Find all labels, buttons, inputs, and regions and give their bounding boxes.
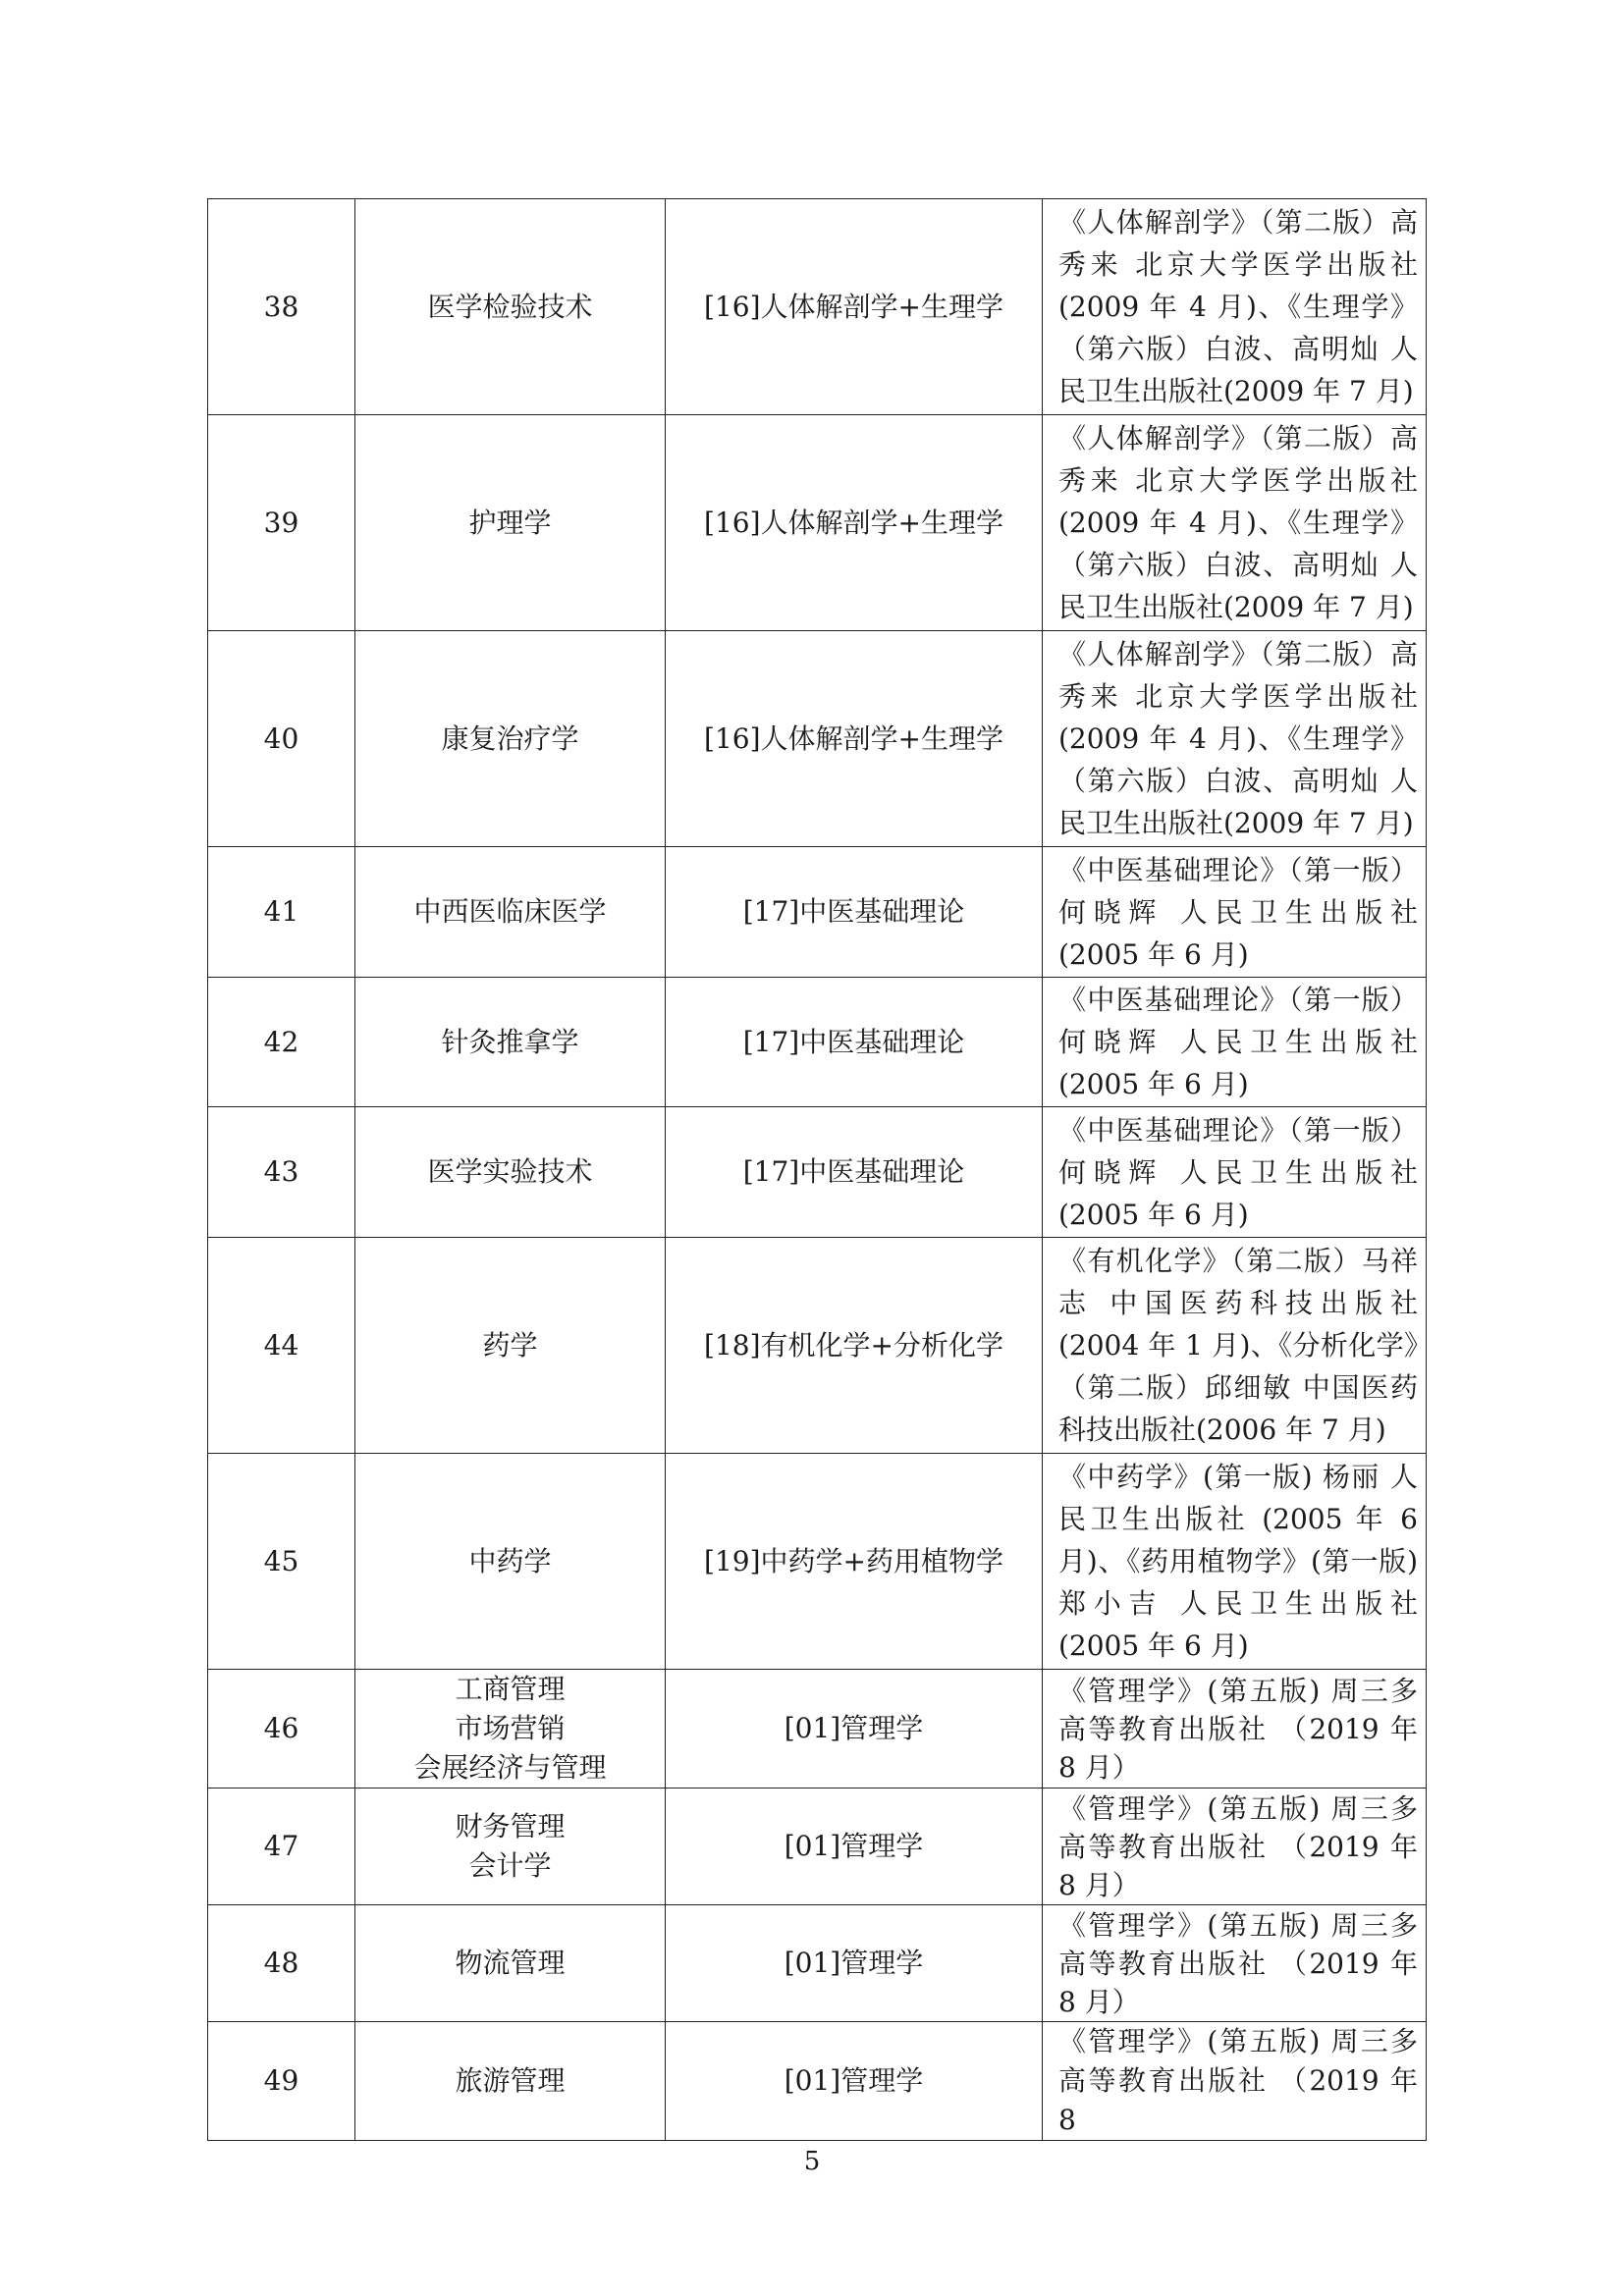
table-row bbox=[208, 1670, 1427, 1789]
row-number: 43 bbox=[208, 1107, 355, 1238]
major-line: 针灸推拿学 bbox=[441, 1025, 579, 1058]
row-number: 40 bbox=[208, 631, 355, 847]
major-line: 护理学 bbox=[468, 506, 552, 539]
major-name bbox=[355, 1670, 666, 1789]
reference-text: 《中医基础理论》（第一版）何晓辉 人民卫生出版社(2005 年 6 月) bbox=[1058, 853, 1418, 971]
reference-text: 《管理学》(第五版) 周三多 高等教育出版社 （2019 年 8 月） bbox=[1058, 1674, 1418, 1784]
table-row bbox=[208, 1238, 1427, 1454]
reference-text: 《人体解剖学》（第二版）高秀来 北京大学医学出版社(2009 年 4 月)、《生理学》（第六版）白波、高明灿 人民卫生出版社(2009 年 7 月) bbox=[1058, 638, 1418, 839]
major-line: 旅游管理 bbox=[455, 2064, 566, 2097]
reference-text: 《人体解剖学》（第二版）高秀来 北京大学医学出版社(2009 年 4 月)、《生理学》（第六版）白波、高明灿 人民卫生出版社(2009 年 7 月) bbox=[1058, 206, 1418, 407]
row-number: 42 bbox=[208, 978, 355, 1107]
reference-text: 《有机化学》（第二版）马祥志 中国医药科技出版社(2004 年 1 月)、《分析化学》（第二版）邱细敏 中国医药科技出版社(2006 年 7 月) bbox=[1058, 1245, 1418, 1446]
reference-book bbox=[1043, 1905, 1427, 2022]
reference-book bbox=[1043, 847, 1427, 978]
major-name bbox=[355, 631, 666, 847]
major-line: 工商管理 bbox=[455, 1673, 566, 1705]
reference-book bbox=[1043, 1454, 1427, 1670]
major-line: 医学实验技术 bbox=[427, 1155, 593, 1188]
page-number: 5 bbox=[803, 2147, 821, 2176]
table-row bbox=[208, 415, 1427, 631]
major-line: 药学 bbox=[482, 1328, 538, 1362]
major-line: 市场营销 bbox=[455, 1712, 566, 1744]
row-number: 46 bbox=[208, 1670, 355, 1789]
reference-text: 《中药学》(第一版) 杨丽 人民卫生出版社 (2005 年 6 月)、《药用植物学》(第一版) 郑小吉 人民卫生出版社 (2005 年 6 月) bbox=[1058, 1461, 1418, 1662]
exam-subject-table bbox=[207, 198, 1427, 2141]
exam-subject: [01]管理学 bbox=[666, 1789, 1043, 1905]
major-name bbox=[355, 199, 666, 415]
exam-subject: [17]中医基础理论 bbox=[666, 978, 1043, 1107]
reference-text: 《管理学》(第五版) 周三多 高等教育出版社 （2019 年 8 月） bbox=[1058, 1908, 1418, 2018]
major-name bbox=[355, 1107, 666, 1238]
exam-subject: [01]管理学 bbox=[666, 1905, 1043, 2022]
row-number: 39 bbox=[208, 415, 355, 631]
table-row bbox=[208, 1454, 1427, 1670]
table-row bbox=[208, 1905, 1427, 2022]
major-line: 会计学 bbox=[468, 1849, 552, 1882]
major-name bbox=[355, 2022, 666, 2141]
reference-book bbox=[1043, 1670, 1427, 1789]
table-row bbox=[208, 2022, 1427, 2141]
major-line: 中西医临床医学 bbox=[413, 895, 607, 928]
exam-subject: [01]管理学 bbox=[666, 2022, 1043, 2141]
reference-text: 《中医基础理论》（第一版）何晓辉 人民卫生出版社(2005 年 6 月) bbox=[1058, 984, 1418, 1100]
reference-book bbox=[1043, 978, 1427, 1107]
major-name bbox=[355, 1454, 666, 1670]
reference-book bbox=[1043, 2022, 1427, 2141]
exam-subject: [01]管理学 bbox=[666, 1670, 1043, 1789]
table-row bbox=[208, 978, 1427, 1107]
reference-book bbox=[1043, 415, 1427, 631]
row-number: 47 bbox=[208, 1789, 355, 1905]
reference-text: 《人体解剖学》（第二版）高秀来 北京大学医学出版社(2009 年 4 月)、《生理学》（第六版）白波、高明灿 人民卫生出版社(2009 年 7 月) bbox=[1058, 422, 1418, 623]
table-row bbox=[208, 199, 1427, 415]
row-number: 45 bbox=[208, 1454, 355, 1670]
exam-subject: [16]人体解剖学+生理学 bbox=[666, 199, 1043, 415]
reference-book bbox=[1043, 631, 1427, 847]
major-name bbox=[355, 978, 666, 1107]
table-row bbox=[208, 847, 1427, 978]
reference-book bbox=[1043, 1238, 1427, 1454]
row-number: 38 bbox=[208, 199, 355, 415]
reference-book bbox=[1043, 1107, 1427, 1238]
major-line: 财务管理 bbox=[455, 1810, 566, 1842]
exam-subject: [16]人体解剖学+生理学 bbox=[666, 415, 1043, 631]
exam-subject: [18]有机化学+分析化学 bbox=[666, 1238, 1043, 1454]
reference-text: 《中医基础理论》（第一版）何晓辉 人民卫生出版社(2005 年 6 月) bbox=[1058, 1113, 1418, 1231]
major-name bbox=[355, 1789, 666, 1905]
table-row bbox=[208, 1107, 1427, 1238]
major-name bbox=[355, 1905, 666, 2022]
row-number: 44 bbox=[208, 1238, 355, 1454]
row-number: 49 bbox=[208, 2022, 355, 2141]
reference-text: 《管理学》(第五版) 周三多 高等教育出版社 （2019 年 8 月） bbox=[1058, 1791, 1418, 1901]
row-number: 41 bbox=[208, 847, 355, 978]
reference-book bbox=[1043, 1789, 1427, 1905]
major-name bbox=[355, 415, 666, 631]
major-line: 康复治疗学 bbox=[441, 721, 579, 755]
reference-book bbox=[1043, 199, 1427, 415]
row-number: 48 bbox=[208, 1905, 355, 2022]
exam-subject: [16]人体解剖学+生理学 bbox=[666, 631, 1043, 847]
major-line: 中药学 bbox=[468, 1544, 552, 1577]
major-line: 物流管理 bbox=[455, 1947, 566, 1979]
exam-subject: [17]中医基础理论 bbox=[666, 847, 1043, 978]
major-line: 医学检验技术 bbox=[427, 290, 593, 323]
major-line: 会展经济与管理 bbox=[413, 1751, 607, 1784]
table-row bbox=[208, 1789, 1427, 1905]
reference-text: 《管理学》(第五版) 周三多 高等教育出版社 （2019 年 8 bbox=[1058, 2025, 1418, 2136]
exam-subject: [17]中医基础理论 bbox=[666, 1107, 1043, 1238]
major-name bbox=[355, 847, 666, 978]
major-name bbox=[355, 1238, 666, 1454]
table-row bbox=[208, 631, 1427, 847]
exam-subject: [19]中药学+药用植物学 bbox=[666, 1454, 1043, 1670]
